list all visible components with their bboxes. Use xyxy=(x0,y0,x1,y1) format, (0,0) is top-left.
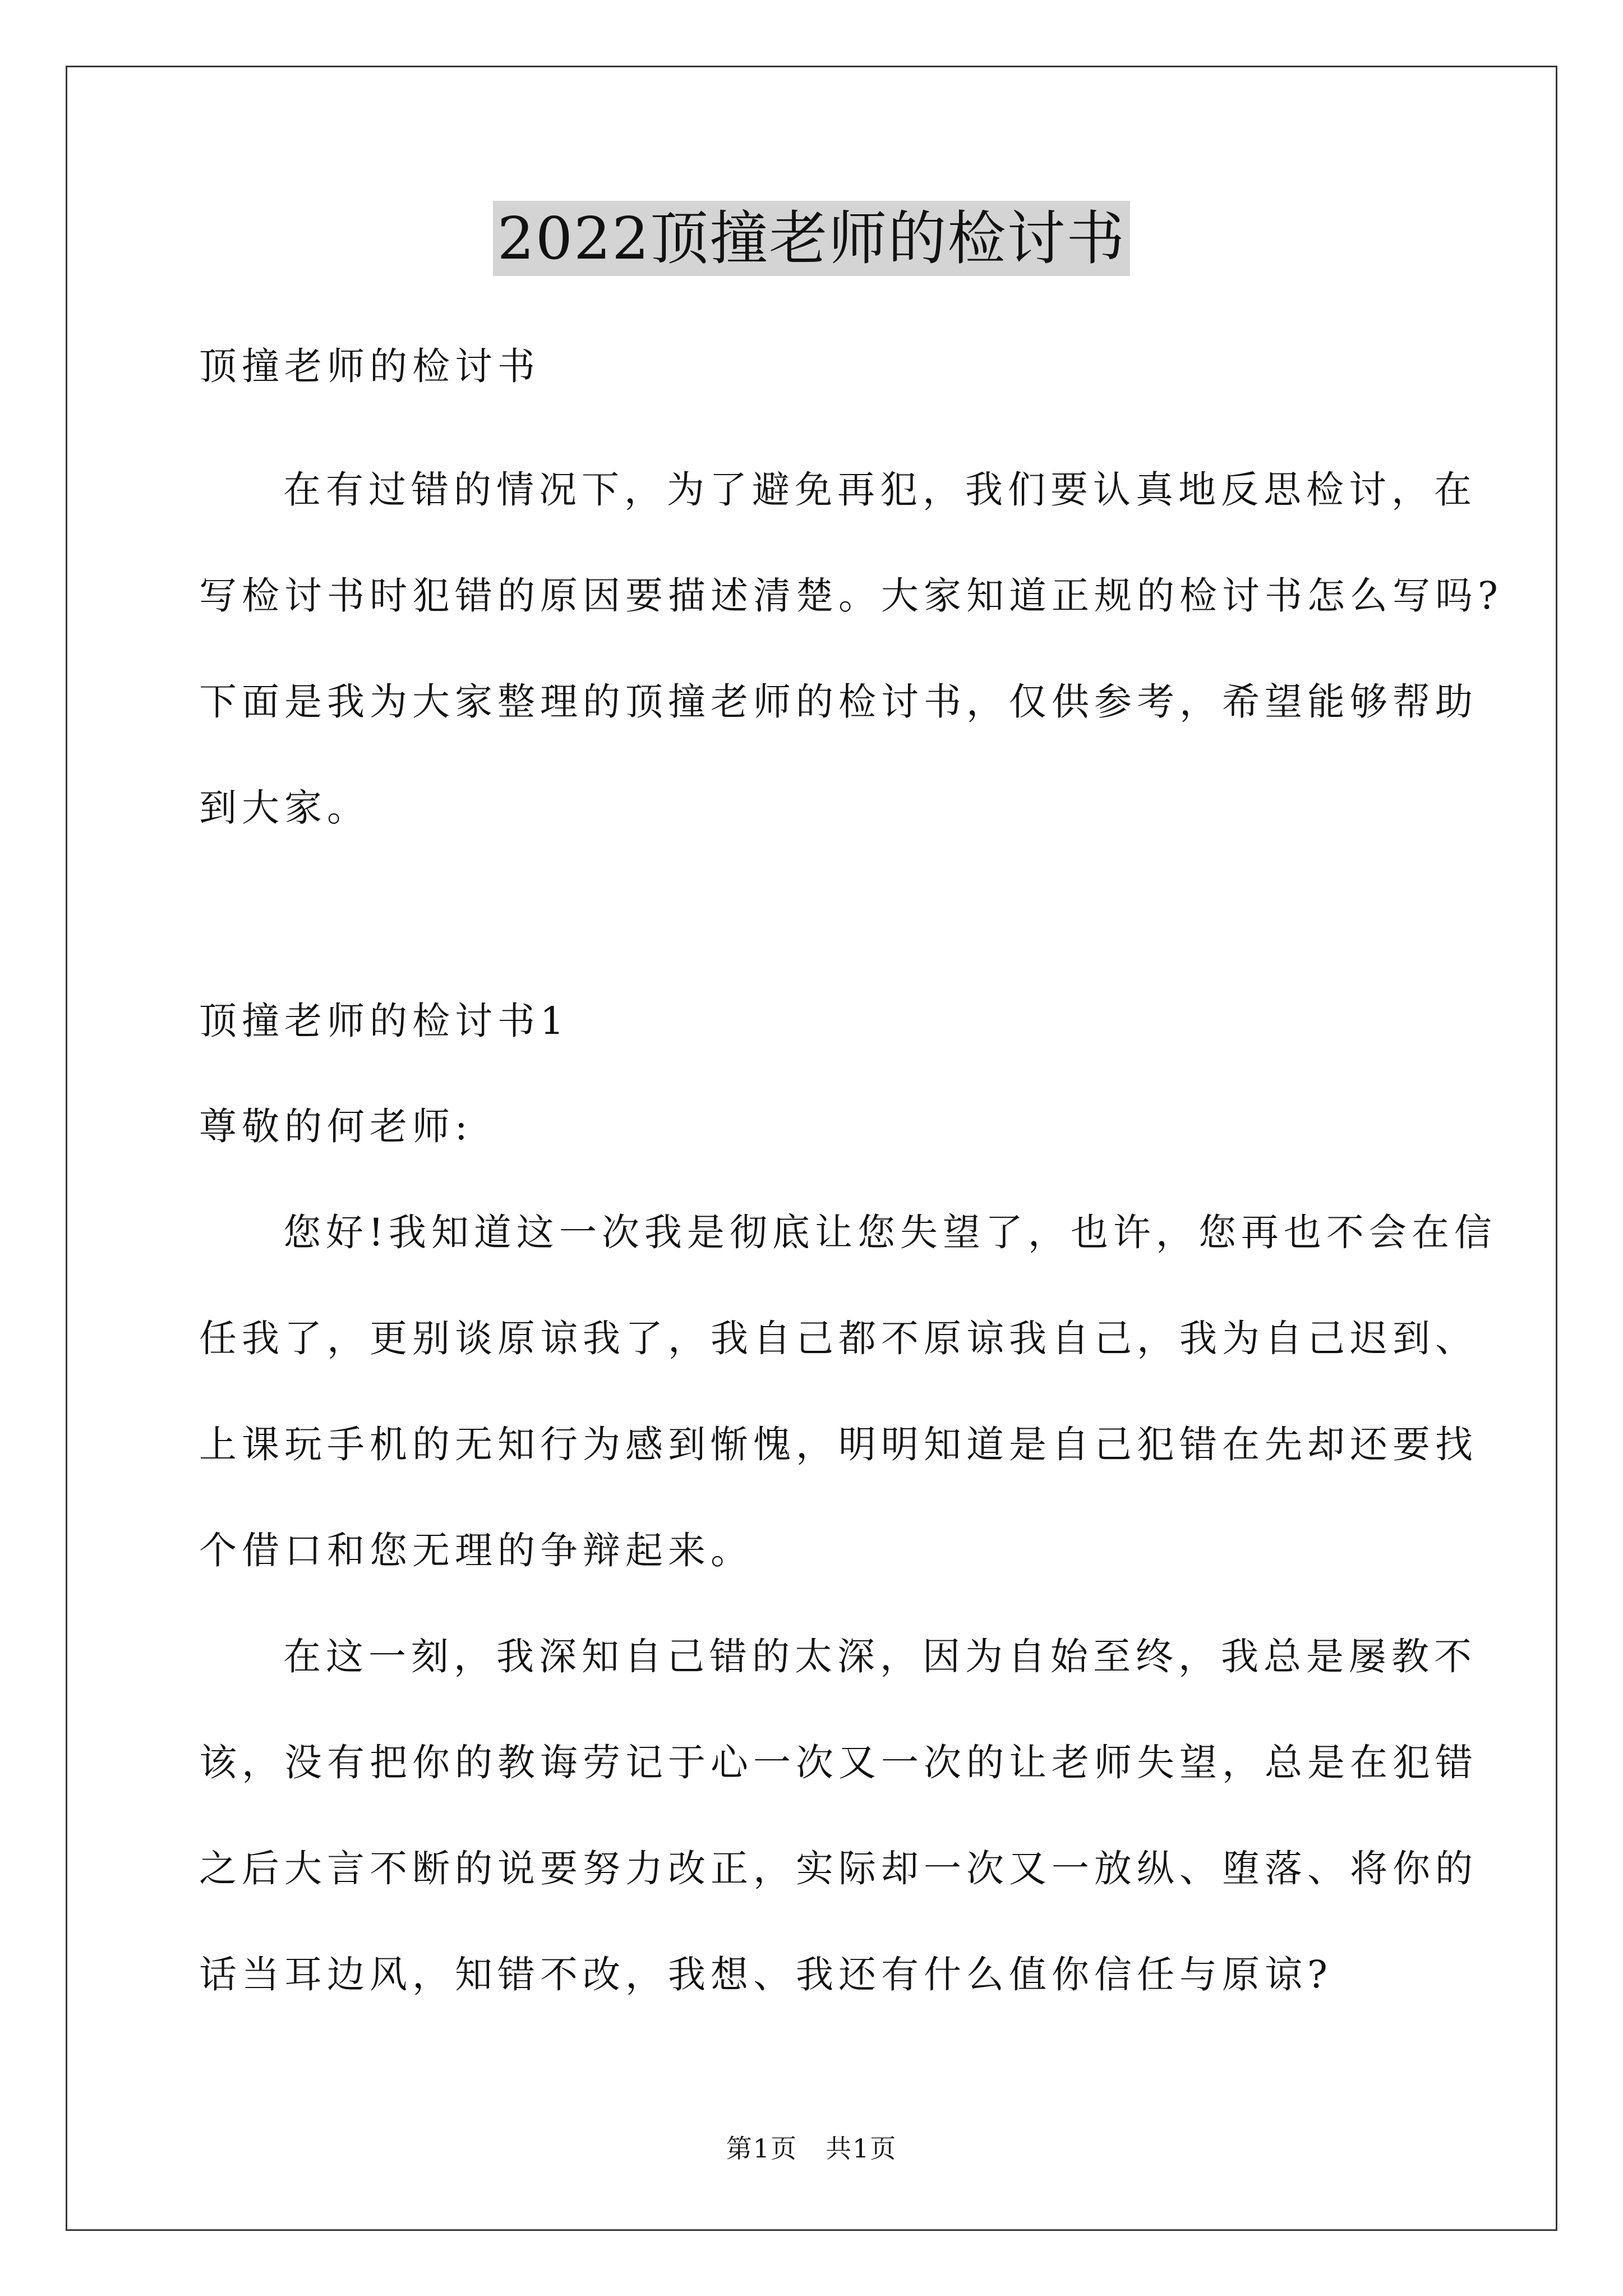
paragraph-line: 到大家。 xyxy=(199,786,370,830)
document-title-text: 2022顶撞老师的检讨书 xyxy=(493,201,1131,276)
subtitle-line: 顶撞老师的检讨书 xyxy=(199,344,540,388)
paragraph-line: 个借口和您无理的争辩起来。 xyxy=(199,1529,753,1572)
section-heading: 顶撞老师的检讨书1 xyxy=(199,999,569,1043)
paragraph-line: 写检讨书时犯错的原因要描述清楚。大家知道正规的检讨书怎么写吗? xyxy=(199,574,1503,618)
paragraph-line: 上课玩手机的无知行为感到惭愧，明明知道是自己犯错在先却还要找 xyxy=(199,1423,1478,1466)
page-number-total: 共1页 xyxy=(826,2133,897,2164)
paragraph-line: 您好!我知道这一次我是彻底让您失望了，也许，您再也不会在信 xyxy=(283,1211,1497,1254)
paragraph-line: 之后大言不断的说要努力改正，实际却一次又一放纵、堕落、将你的 xyxy=(199,1847,1478,1890)
document-title xyxy=(0,196,1623,280)
page-footer xyxy=(0,2132,1623,2165)
paragraph-line: 在有过错的情况下，为了避免再犯，我们要认真地反思检讨，在 xyxy=(283,468,1477,512)
paragraph-line: 下面是我为大家整理的顶撞老师的检讨书，仅供参考，希望能够帮助 xyxy=(199,680,1478,724)
salutation-line: 尊敬的何老师: xyxy=(199,1105,473,1148)
paragraph-line: 在这一刻，我深知自己错的太深，因为自始至终，我总是屡教不 xyxy=(283,1635,1477,1678)
paragraph-line: 任我了，更别谈原谅我了，我自己都不原谅我自己，我为自己迟到、 xyxy=(199,1317,1478,1360)
paragraph-line: 该，没有把你的教诲劳记于心一次又一次的让老师失望，总是在犯错 xyxy=(199,1741,1478,1784)
paragraph-line: 话当耳边风，知错不改，我想、我还有什么值你信任与原谅? xyxy=(199,1953,1332,1996)
page-number-current: 第1页 xyxy=(726,2133,797,2164)
